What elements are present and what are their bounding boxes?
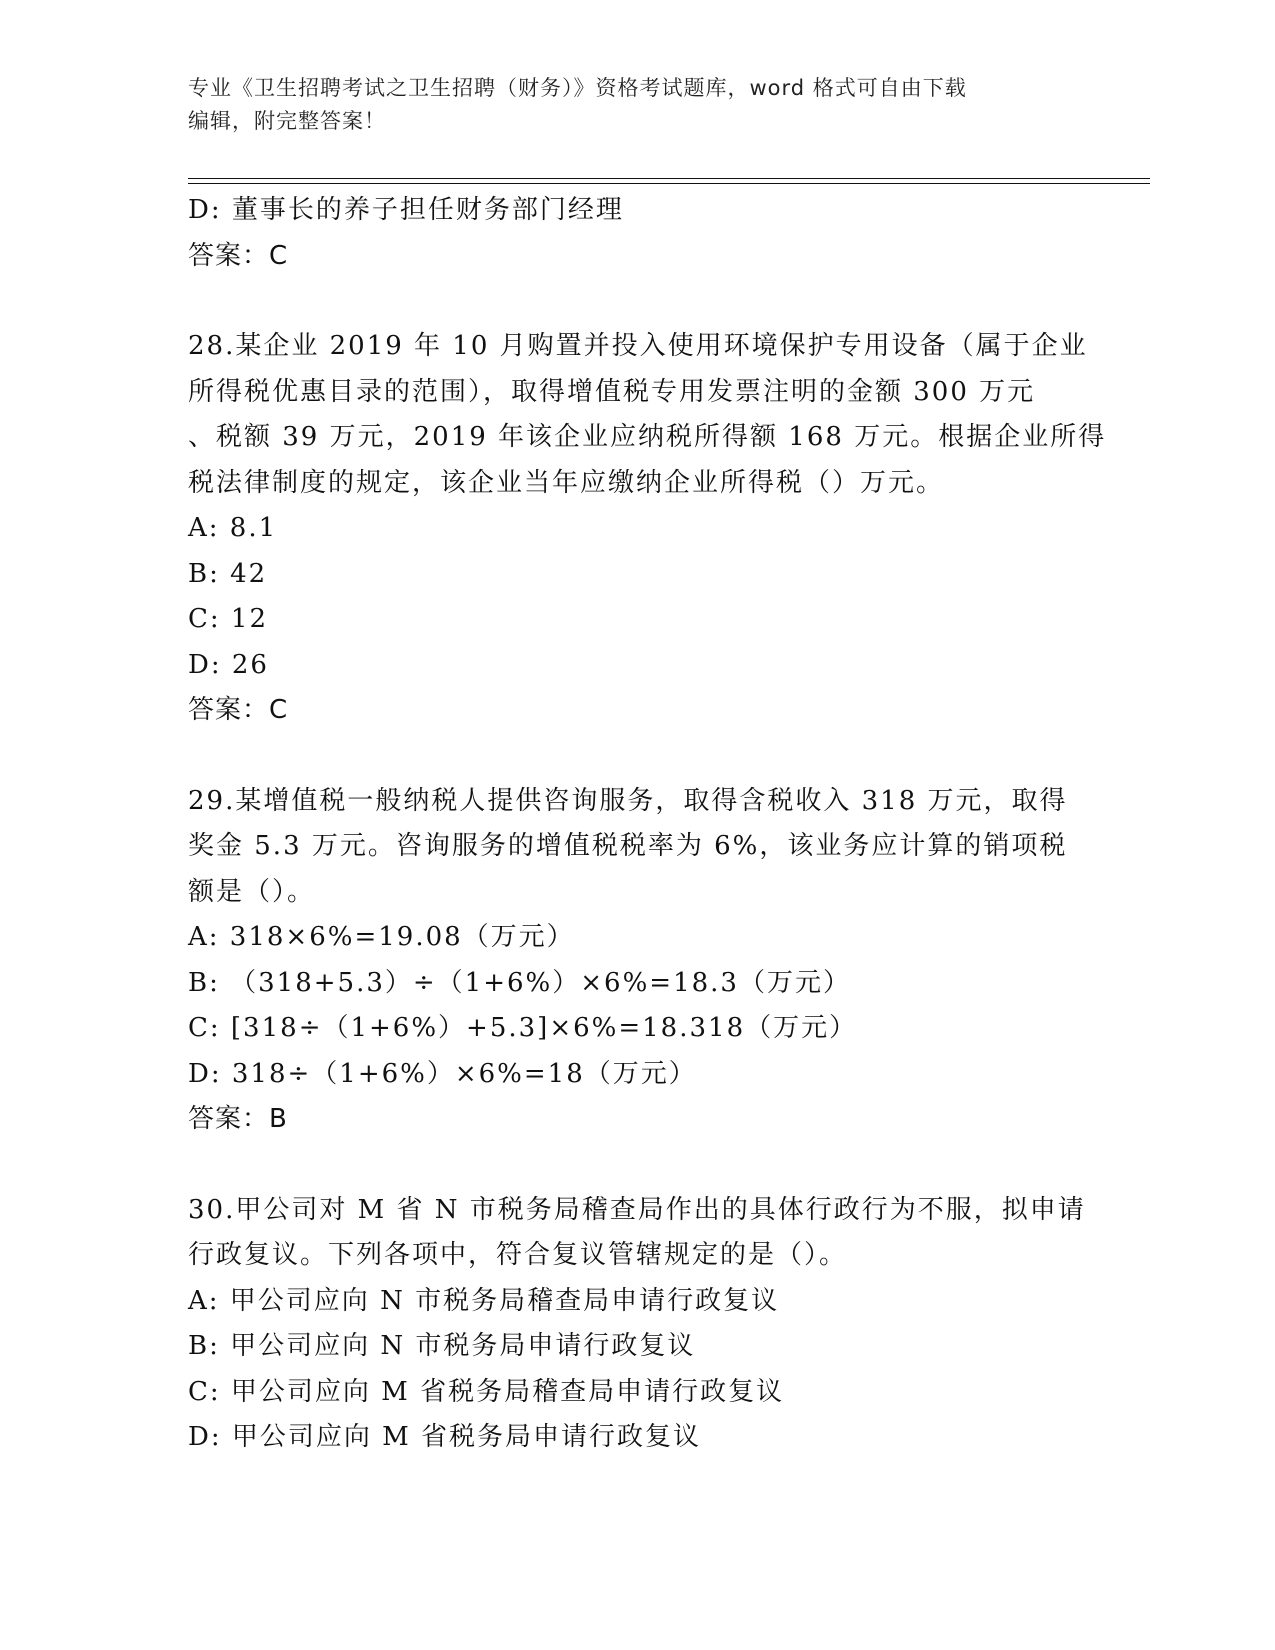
q30-stem-line: 行政复议。下列各项中，符合复议管辖规定的是（）。	[188, 1240, 848, 1270]
question-29	[188, 779, 1088, 1143]
q30-option-a: A: 甲公司应向 N 市税务局稽查局申请行政复议	[188, 1285, 780, 1316]
page-header	[188, 72, 1088, 138]
spacer	[188, 279, 1088, 324]
q29-stem-line: 奖金 5.3 万元。咨询服务的增值税税率为 6%，该业务应计算的销项税	[188, 831, 1068, 861]
q28-stem-line: 、税额 39 万元，2019 年该企业应纳税所得额 168 万元。根据企业所得	[188, 422, 1107, 452]
header-divider-top	[188, 178, 1150, 179]
spacer	[188, 734, 1088, 779]
question-30	[188, 1188, 1088, 1461]
q28-stem-line: 28.某企业 2019 年 10 月购置并投入使用环境保护专用设备（属于企业	[188, 331, 1088, 361]
q27-answer: 答案：C	[188, 240, 289, 271]
q29-option-b: B: （318+5.3）÷（1+6%）×6%=18.3（万元）	[188, 967, 851, 998]
q29-stem-line: 额是（）。	[188, 876, 316, 907]
q28-option-b: B: 42	[188, 558, 268, 589]
q28-option-a: A: 8.1	[188, 513, 278, 543]
q30-option-d: D: 甲公司应向 M 省税务局申请行政复议	[188, 1422, 702, 1452]
q27-option-d: D: 董事长的养子担任财务部门经理	[188, 195, 624, 225]
q28-option-c: C: 12	[188, 604, 269, 634]
q28-stem-line: 税法律制度的规定，该企业当年应缴纳企业所得税（）万元。	[188, 467, 945, 498]
header-divider-bottom	[188, 183, 1150, 184]
question-28	[188, 324, 1107, 734]
question-27-tail	[188, 188, 1088, 279]
q30-option-b: B: 甲公司应向 N 市税务局申请行政复议	[188, 1331, 696, 1361]
q28-stem-line: 所得税优惠目录的范围），取得增值税专用发票注明的金额 300 万元	[188, 376, 1036, 407]
q30-stem-line: 30.甲公司对 M 省 N 市税务局稽查局作出的具体行政行为不服，拟申请	[188, 1194, 1086, 1225]
spacer	[188, 1143, 1088, 1188]
question-list	[188, 188, 1107, 1461]
q29-option-d: D: 318÷（1+6%）×6%=18（万元）	[188, 1058, 697, 1089]
q28-answer: 答案：C	[188, 695, 289, 725]
q29-option-c: C: [318÷（1+6%）+5.3]×6%=18.318（万元）	[188, 1013, 858, 1043]
q30-option-c: C: 甲公司应向 M 省税务局稽查局申请行政复议	[188, 1376, 785, 1407]
header-line-1: 专业《卫生招聘考试之卫生招聘（财务）》资格考试题库，word 格式可自由下载	[188, 76, 967, 100]
q29-stem-line: 29.某增值税一般纳税人提供咨询服务，取得含税收入 318 万元，取得	[188, 785, 1068, 816]
q29-answer: 答案：B	[188, 1104, 288, 1134]
q28-option-d: D: 26	[188, 649, 269, 680]
q29-option-a: A: 318×6%=19.08（万元）	[188, 922, 575, 952]
header-line-2: 编辑，附完整答案！	[188, 109, 386, 133]
